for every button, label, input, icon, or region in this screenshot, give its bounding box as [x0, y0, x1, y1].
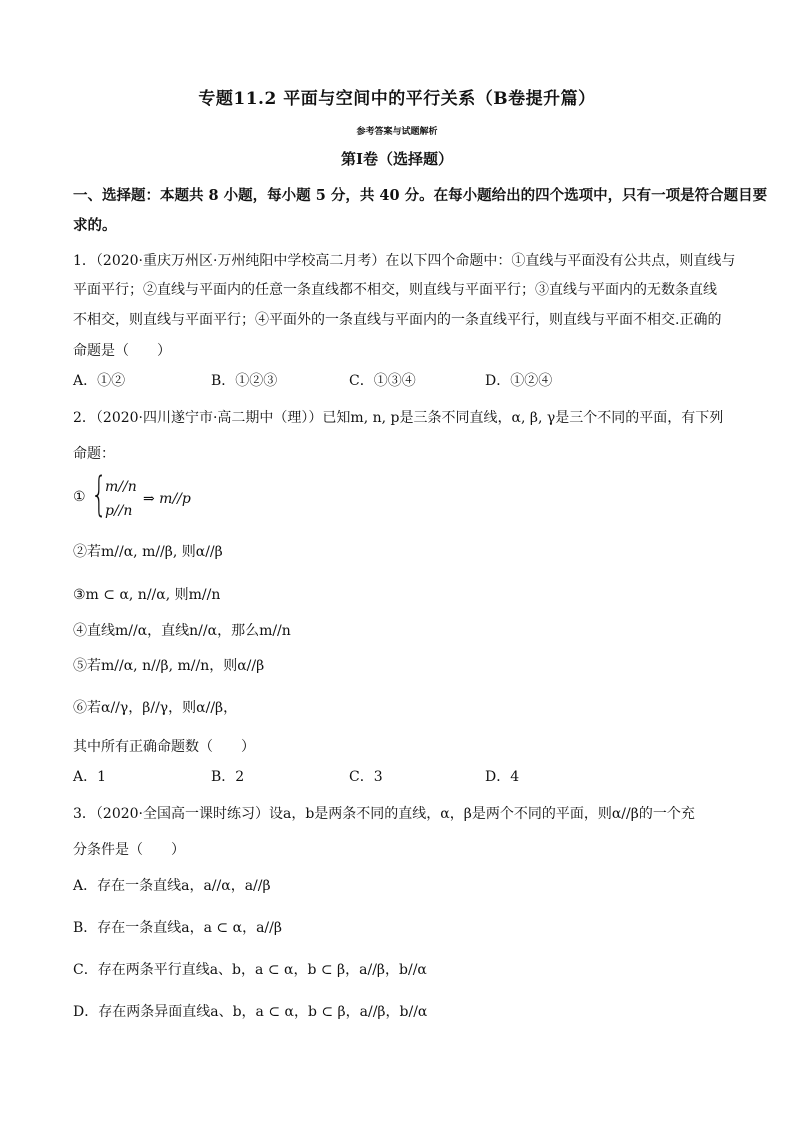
- q2-item1-row1: m//n: [105, 479, 137, 495]
- document-subtitle: 参考答案与试题解析: [356, 127, 438, 137]
- q2-item1: [73, 467, 273, 523]
- q2-item1-row2: p//n: [105, 503, 133, 519]
- q3-option-b: B．存在一条直线a，a ⊂ α，a//β: [73, 920, 282, 936]
- q2-item3: ③m ⊂ α, n//α, 则m//n: [73, 587, 221, 603]
- q1-line1: 1．（2020·重庆万州区·万州纯阳中学校高二月考）在以下四个命题中：①直线与平面没有公共点，则直线与: [73, 253, 736, 269]
- q2-item1-number: ①: [73, 489, 86, 505]
- q2-item2: ②若m//α, m//β, 则α//β: [73, 544, 223, 560]
- volume-heading: 第Ⅰ卷（选择题）: [340, 150, 454, 168]
- q1-option-c: C．①③④: [349, 373, 416, 389]
- q3-option-a: A．存在一条直线a，a//α，a//β: [73, 878, 271, 894]
- q3-line1: 3．（2020·全国高一课时练习）设a，b是两条不同的直线，α，β是两个不同的平面，则α//β的一个充: [73, 806, 695, 822]
- brace-symbol: {: [91, 467, 108, 521]
- q3-line2: 分条件是（ ）: [73, 842, 185, 858]
- q2-option-a: A．1: [73, 769, 107, 785]
- section-header-line2: 求的。: [73, 217, 117, 234]
- q2-line1: 2．（2020·四川遂宁市·高二期中（理））已知m, n, p是三条不同直线，α, β, γ是三个不同的平面，有下列: [73, 410, 724, 426]
- q2-question: 其中所有正确命题数（ ）: [73, 739, 255, 755]
- q2-item5: ⑤若m//α, n//β, m//n，则α//β: [73, 658, 265, 674]
- q2-option-c: C．3: [349, 769, 383, 785]
- q1-option-d: D．①②④: [485, 373, 553, 389]
- q2-option-b: B．2: [211, 769, 245, 785]
- q2-option-d: D．4: [485, 769, 520, 785]
- q3-option-c: C．存在两条平行直线a、b，a ⊂ α，b ⊂ β，a//β，b//α: [73, 962, 427, 978]
- q1-line3: 不相交，则直线与平面平行；④平面外的一条直线与平面内的一条直线平行，则直线与平面不相交.正确的: [73, 312, 722, 328]
- q2-line2: 命题：: [73, 446, 115, 462]
- q1-line2: 平面平行；②直线与平面内的任意一条直线都不相交，则直线与平面平行；③直线与平面内的无数条直线: [73, 282, 717, 298]
- q1-line4: 命题是（ ）: [73, 343, 171, 359]
- q3-option-d: D．存在两条异面直线a、b，a ⊂ α，b ⊂ β，a//β，b//α: [73, 1004, 428, 1020]
- document-title: 专题11.2 平面与空间中的平行关系（B卷提升篇）: [198, 89, 596, 109]
- q2-item4: ④直线m//α，直线n//α，那么m//n: [73, 623, 291, 639]
- q2-item6: ⑥若α//γ，β//γ，则α//β，: [73, 700, 238, 716]
- q2-options: [73, 766, 723, 786]
- section-header-line1: 一、选择题：本题共 8 小题，每小题 5 分，共 40 分。在每小题给出的四个选项中，只有一项是符合题目要: [73, 187, 768, 204]
- q2-item1-result: ⇒ m//p: [143, 491, 191, 507]
- q1-option-a: A．①②: [73, 373, 126, 389]
- q1-option-b: B．①②③: [211, 373, 278, 389]
- q1-options: [73, 370, 723, 390]
